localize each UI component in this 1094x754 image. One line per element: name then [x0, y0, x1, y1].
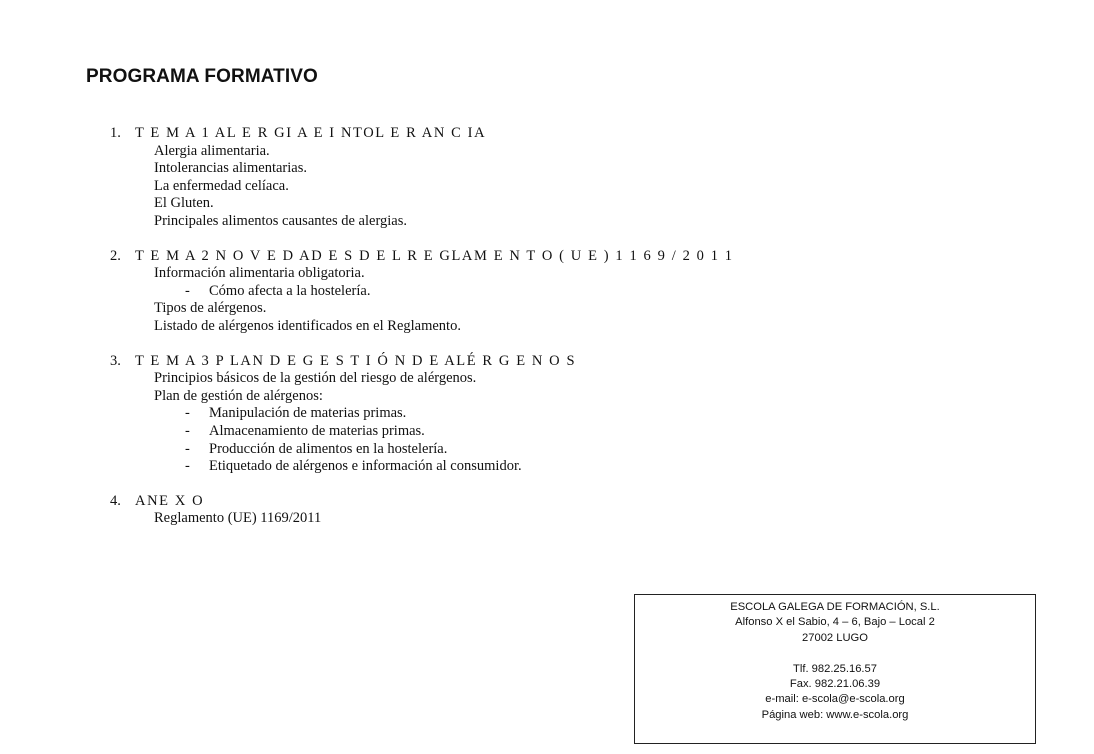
sub-list-item — [110, 423, 810, 441]
dash-bullet: - — [185, 405, 190, 422]
company-city: 27002 LUGO — [802, 631, 868, 644]
topic-heading — [110, 125, 810, 143]
phone-number: Tlf. 982.25.16.57 — [793, 662, 877, 675]
sub-list-item — [110, 441, 810, 459]
sub-item-text: Etiquetado de alérgenos e información al consumidor. — [209, 458, 522, 475]
sub-item-text: Almacenamiento de materias primas. — [209, 422, 425, 439]
contact-box — [634, 594, 1036, 744]
email-address: e-mail: e-scola@e-scola.org — [765, 693, 905, 706]
topic-heading — [110, 248, 810, 266]
list-item: Tipos de alérgenos. — [154, 300, 267, 317]
list-item: Reglamento (UE) 1169/2011 — [154, 510, 322, 527]
topic-1 — [110, 125, 810, 231]
company-address: Alfonso X el Sabio, 4 – 6, Bajo – Local 2 — [735, 616, 935, 629]
list-item: El Gluten. — [154, 195, 214, 212]
topic-number: 2. — [110, 247, 121, 264]
list-item: Principios básicos de la gestión del riesgo de alérgenos. — [154, 370, 477, 387]
sub-list-item — [110, 405, 810, 423]
topic-title: T E M A 3 P LAN D E G E S T I Ó N D E ALÉ R G E N O S — [135, 352, 577, 369]
list-item: Alergia alimentaria. — [154, 142, 270, 159]
topic-4 — [110, 493, 810, 528]
program-list — [110, 125, 810, 545]
list-item: Intolerancias alimentarias. — [154, 160, 307, 177]
topic-heading — [110, 493, 810, 511]
topic-3 — [110, 353, 810, 476]
list-item: Principales alimentos causantes de alergias. — [154, 212, 407, 229]
dash-bullet: - — [185, 458, 190, 475]
fax-number: Fax. 982.21.06.39 — [789, 678, 881, 691]
dash-bullet: - — [185, 282, 190, 299]
list-item: Información alimentaria obligatoria. — [154, 265, 365, 282]
spacer — [635, 646, 1035, 661]
topic-number: 3. — [110, 352, 121, 369]
topic-number: 1. — [110, 125, 121, 141]
sub-list-item — [110, 283, 810, 301]
company-name: ESCOLA GALEGA DE FORMACIÓN, S.L. — [730, 601, 940, 613]
sub-list-item — [110, 458, 810, 476]
topic-number: 4. — [110, 492, 121, 509]
sub-item-text: Cómo afecta a la hostelería. — [209, 282, 371, 299]
sub-item-text: Manipulación de materias primas. — [209, 405, 407, 422]
website: Página web: www.e-scola.org — [761, 708, 909, 721]
list-item: Plan de gestión de alérgenos: — [154, 387, 323, 404]
topic-title: T E M A 2 N O V E D AD E S D E L R E GLAM E N T O ( U E ) 1 1 6 9 / 2 0 1 1 — [135, 247, 734, 264]
dash-bullet: - — [185, 440, 190, 457]
list-item: La enfermedad celíaca. — [154, 177, 289, 194]
page-title: PROGRAMA FORMATIVO — [86, 66, 318, 87]
topic-2 — [110, 248, 810, 336]
list-item: Listado de alérgenos identificados en el Reglamento. — [154, 317, 461, 334]
sub-item-text: Producción de alimentos en la hostelería. — [209, 440, 448, 457]
topic-title: ANE X O — [135, 492, 205, 509]
topic-title: T E M A 1 AL E R GI A E I NTOL E R AN C IA — [135, 125, 487, 141]
topic-heading — [110, 353, 810, 371]
dash-bullet: - — [185, 422, 190, 439]
